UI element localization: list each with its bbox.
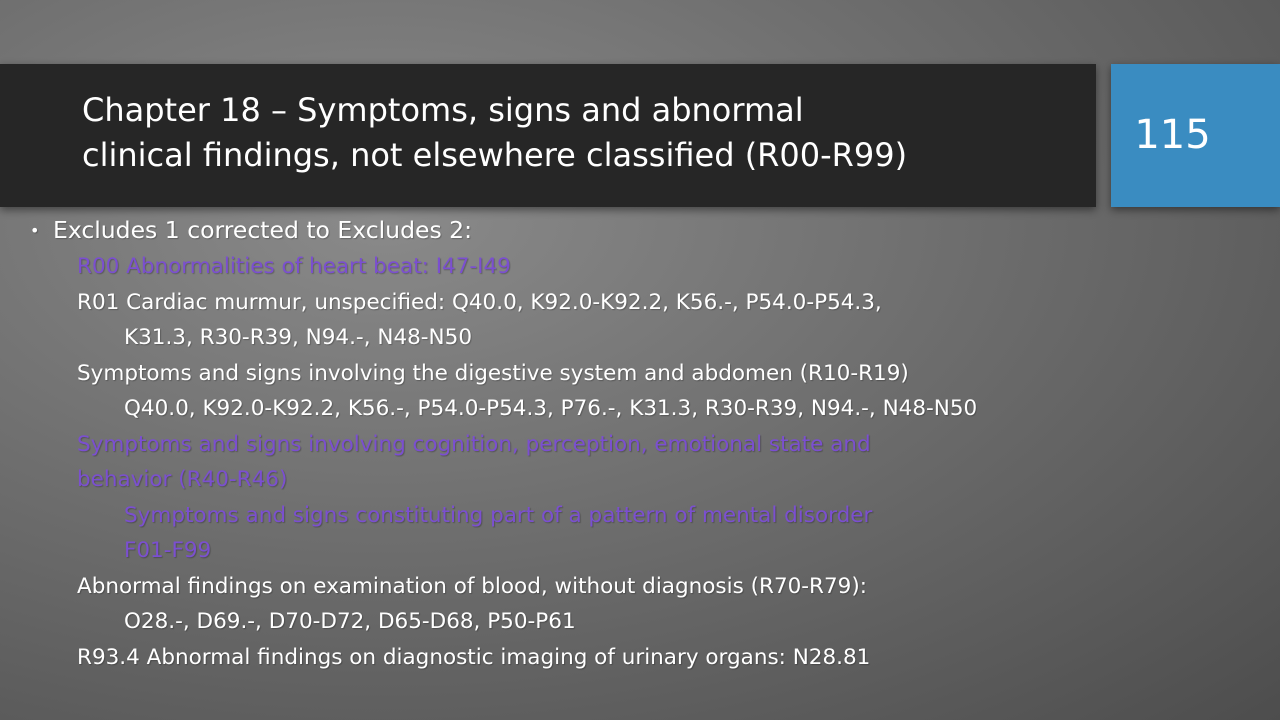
content-line-cognition-continued: behavior (R40-R46) bbox=[77, 467, 288, 492]
slide-content bbox=[30, 212, 1250, 675]
slide-title-line-2: clinical findings, not elsewhere classified (R00-R99) bbox=[82, 136, 908, 174]
bullet-icon: • bbox=[30, 221, 40, 240]
content-line-blood-codes: O28.-, D69.-, D70-D72, D65-D68, P50-P61 bbox=[124, 609, 576, 634]
content-line-blood: Abnormal findings on examination of blood, without diagnosis (R70-R79): bbox=[77, 573, 867, 599]
bullet-item bbox=[30, 212, 1250, 249]
slide-title bbox=[82, 88, 1082, 178]
bullet-text: Excludes 1 corrected to Excludes 2: bbox=[53, 216, 473, 244]
content-line-cognition: Symptoms and signs involving cognition, perception, emotional state and bbox=[77, 431, 871, 457]
content-line-digestive: Symptoms and signs involving the digestive system and abdomen (R10-R19) bbox=[77, 360, 909, 386]
content-line-mental-disorder-codes: F01-F99 bbox=[124, 538, 212, 563]
slide-title-line-1: Chapter 18 – Symptoms, signs and abnormal bbox=[82, 91, 804, 129]
content-line-digestive-codes: Q40.0, K92.0-K92.2, K56.-, P54.0-P54.3, P76.-, K31.3, R30-R39, N94.-, N48-N50 bbox=[124, 396, 978, 421]
slide-number: 115 bbox=[1134, 112, 1211, 158]
content-line-r01: R01 Cardiac murmur, unspecified: Q40.0, K92.0-K92.2, K56.-, P54.0-P54.3, bbox=[77, 289, 882, 315]
content-line-mental-disorder: Symptoms and signs constituting part of a pattern of mental disorder bbox=[124, 502, 873, 528]
content-line-r00: R00 Abnormalities of heart beat: I47-I49 bbox=[77, 254, 511, 279]
content-line-r93: R93.4 Abnormal findings on diagnostic imaging of urinary organs: N28.81 bbox=[77, 644, 871, 670]
content-line-r01-continued: K31.3, R30-R39, N94.-, N48-N50 bbox=[124, 325, 472, 350]
